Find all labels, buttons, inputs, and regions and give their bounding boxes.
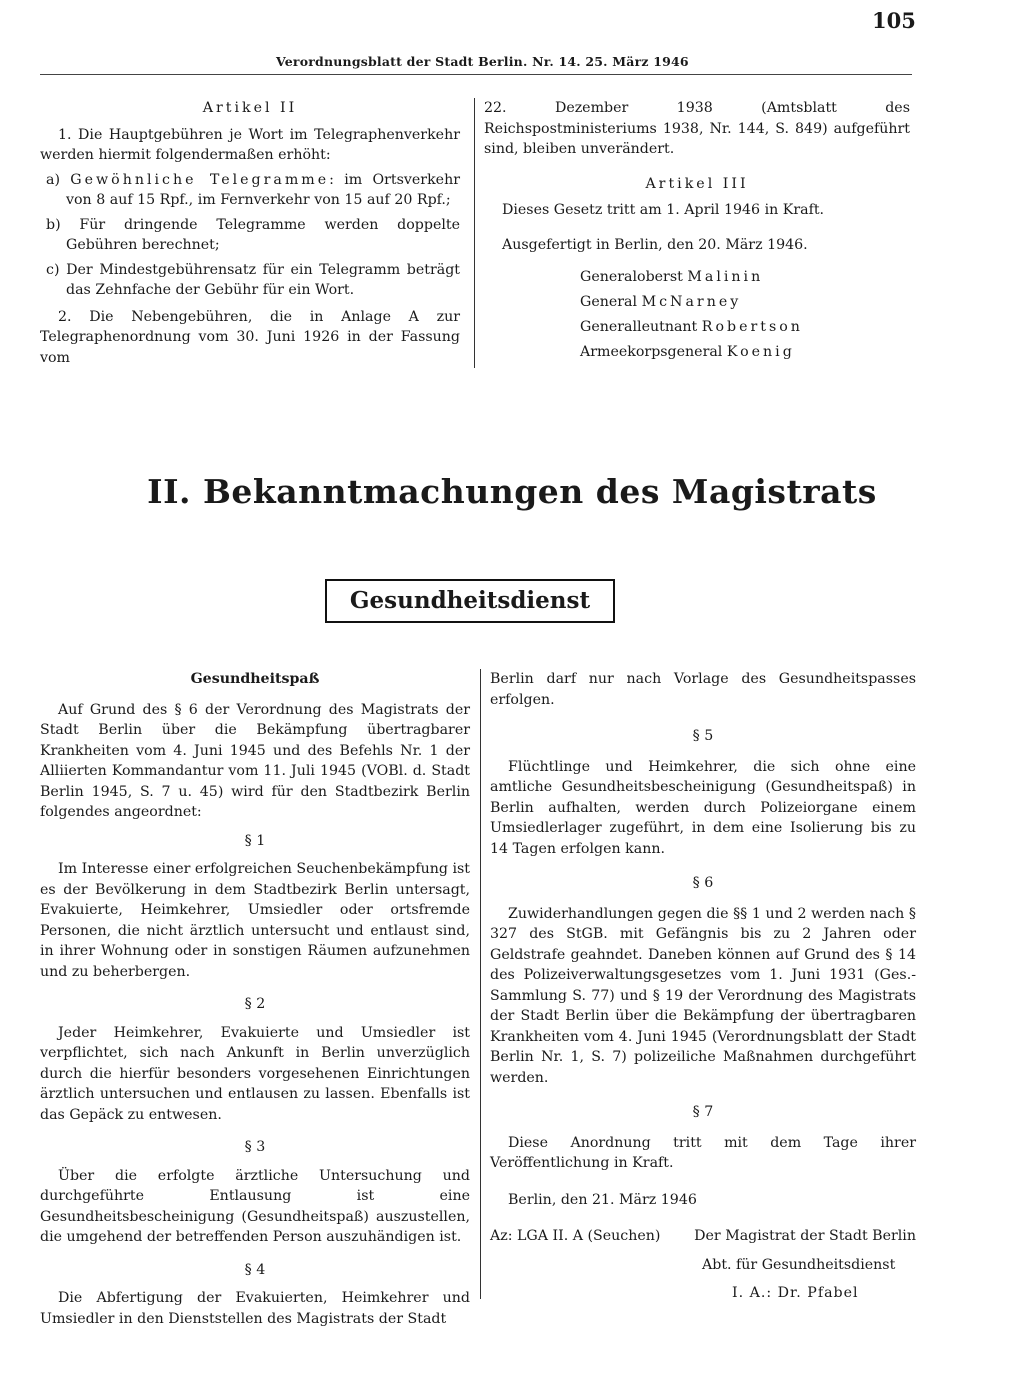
item-a-label: a) — [46, 171, 60, 188]
section-7-heading: § 7 — [692, 1104, 714, 1120]
signatory-list — [484, 265, 910, 365]
running-title: Verordnungsblatt der Stadt Berlin. Nr. 14. 25. März 1946 — [276, 54, 689, 69]
item-a-text: : im Ortsverkehr von 8 auf 15 Rpf., im Fernverkehr von 15 auf 20 Rpf.; — [66, 171, 461, 208]
artikel-ii-item-c: c) Der Mindestgebührensatz für ein Telegramm beträgt das Zehnfache der Gebühr für ein Wort. — [46, 261, 460, 298]
section-6-text: Zuwiderhandlungen gegen die §§ 1 und 2 werden nach § 327 des StGB. mit Gefängnis bis zu 2 Jahren oder Geldstrafe geahndet. Daneben können auf Grund des § 14 des Polizeiverwaltungsgesetzes vom 1. Juni 1931 (Ges.-Sammlung S. 77) und § 19 der Verordnung des Magistrats der Stadt Berlin über die Bekämpfung der übertragbaren Krankheiten vom 4. Juni 1945 (Verordnungsblatt der Stadt Berlin Nr. 1, S. 7) polizeiliche Maßnahmen durchgeführt werden. — [490, 905, 916, 1086]
section-4-heading: § 4 — [244, 1261, 266, 1278]
subheading-gesundheitspass: Gesundheitspaß — [190, 671, 320, 687]
signatory: Generaloberst Malinin — [580, 269, 764, 285]
artikel-ii-continuation: 22. Dezember 1938 (Amtsblatt des Reichspostministeriums 1938, Nr. 144, S. 849) aufgeführt sind, bleiben unverändert. — [484, 100, 910, 157]
column-divider-top — [474, 98, 475, 368]
artikel-ii-para-2: 2. Die Nebengebühren, die in Anlage A zur Telegraphenordnung vom 30. Juni 1926 in der Fassung vom — [40, 308, 460, 366]
signatory: Generalleutnant Robertson — [580, 319, 803, 335]
place-date: Berlin, den 21. März 1946 — [508, 1191, 697, 1208]
section-7-text: Diese Anordnung tritt mit dem Tage ihrer Veröffentlichung in Kraft. — [490, 1134, 916, 1171]
artikel-ii-block — [40, 98, 460, 368]
file-reference: Az: LGA II. A (Seuchen) — [490, 1228, 661, 1244]
signatory: General McNarney — [580, 294, 742, 310]
section-title: II. Bekanntmachungen des Magistrats — [147, 472, 877, 511]
issued-line: Ausgefertigt in Berlin, den 20. März 1946. — [502, 236, 808, 253]
gesundheitspass-left-column — [40, 669, 470, 1329]
section-4-text: Die Abfertigung der Evakuierten, Heimkehrer und Umsiedler in den Dienststellen des Magistrats der Stadt — [40, 1290, 470, 1327]
section-1-heading: § 1 — [244, 832, 266, 849]
section-2-text: Jeder Heimkehrer, Evakuierte und Umsiedler ist verpflichtet, sich nach Ankunft in Berlin unverzüglich durch die hierfür besonders vorgesehenen Einrichtungen ärztlich untersuchen und entlausen zu lassen. Ebenfalls ist das Gepäck zu entwesen. — [40, 1024, 470, 1123]
reference-row — [490, 1226, 916, 1247]
gesundheitspass-right-column — [490, 669, 916, 1304]
section-1-text: Im Interesse einer erfolgreichen Seuchenbekämpfung ist es der Bevölkerung in dem Stadtbezirk Berlin untersagt, Evakuierte, Heimkehrer, Umsiedler oder ortsfremde Personen, die nicht ärztlich untersucht und entlaust sind, in ihrer Wohnung oder in sonstigen Räumen aufzunehmen und zu beherbergen. — [40, 861, 470, 980]
artikel-ii-item-b: b) Für dringende Telegramme werden doppelte Gebühren berechnet; — [46, 216, 460, 253]
artikel-ii-heading: Artikel II — [202, 100, 298, 116]
column-divider-bottom — [480, 669, 481, 1299]
section-5-text: Flüchtlinge und Heimkehrer, die sich ohne eine amtliche Gesundheitsbescheinigung (Gesundheitspaß) in Berlin aufhalten, werden durch Polizeiorgane einem Umsiedlerlager zugeführt, in dem eine Isolierung bis zu 14 Tagen erfolgen kann. — [490, 758, 916, 857]
signature-line: I. A.: Dr. Pfabel — [732, 1285, 859, 1301]
signatory: Armeekorpsgeneral Koenig — [580, 344, 795, 360]
artikel-iii-block — [484, 98, 910, 365]
artikel-iii-heading: Artikel III — [645, 175, 749, 192]
section-6-heading: § 6 — [692, 875, 714, 891]
header-divider — [40, 74, 912, 75]
intro-paragraph: Auf Grund des § 6 der Verordnung des Magistrats der Stadt Berlin über die Bekämpfung übertragbarer Krankheiten vom 4. Juni 1945 und des Befehls Nr. 1 der Alliierten Kommandantur vom 11. Juli 1945 (VOBl. d. Stadt Berlin 1945, S. 7 u. 45) wird für den Stadtbezirk Berlin folgendes angeordnet: — [40, 701, 470, 820]
artikel-ii-para-1: 1. Die Hauptgebühren je Wort im Telegraphenverkehr werden hiermit folgendermaßen erhöht: — [40, 126, 460, 163]
issuing-authority: Der Magistrat der Stadt Berlin — [694, 1228, 916, 1244]
section-5-heading: § 5 — [692, 728, 714, 744]
section-3-text: Über die erfolgte ärztliche Untersuchung und durchgeführte Entlausung ist eine Gesundheitsbescheinigung (Gesundheitspaß) auszustellen, die umgehend der betreffenden Person auszuhändigen ist. — [40, 1167, 470, 1245]
artikel-ii-item-a — [40, 170, 460, 211]
boxed-subsection-title: Gesundheitsdienst — [325, 579, 615, 623]
section-2-heading: § 2 — [244, 996, 266, 1012]
section-3-heading: § 3 — [244, 1139, 266, 1155]
page-number: 105 — [872, 8, 916, 33]
artikel-iii-effect: Dieses Gesetz tritt am 1. April 1946 in Kraft. — [502, 202, 825, 218]
department-line: Abt. für Gesundheitsdienst — [702, 1256, 896, 1273]
item-a-spaced: Gewöhnliche Telegramme — [70, 171, 330, 188]
section-4-continuation: Berlin darf nur nach Vorlage des Gesundheitspasses erfolgen. — [490, 671, 916, 708]
